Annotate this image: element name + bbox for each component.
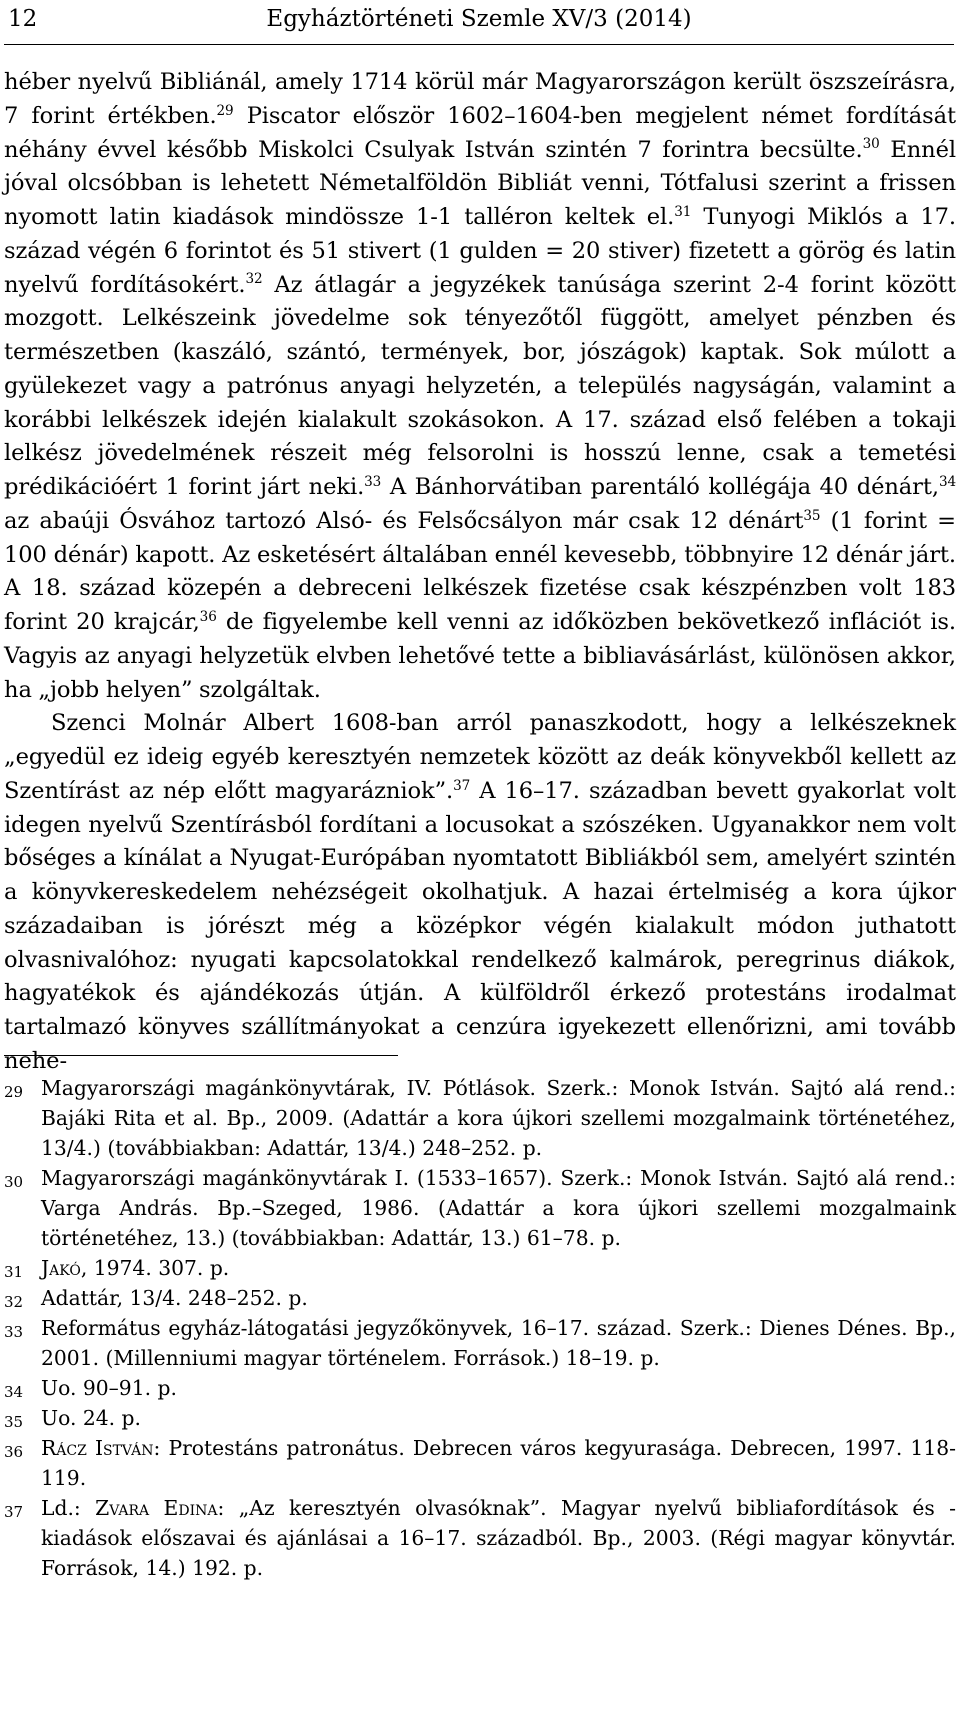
- footnote-text: : „Az keresztyén olvasóknak”. Magyar nyelvű bibliafordítások és -kiadások előszavai és ajánlásai a 16–17. századból. Bp., 2003. (Régi magyar könyvtár. Források, 14.) 192. p.: [41, 1496, 956, 1580]
- footnote-text: Magyarországi magánkönyvtárak, IV. Pótlások. Szerk.: Monok István. Sajtó alá rend.: Bajáki Rita et al. Bp., 2009. (Adattár a kora újkori szellemi mozgalmaink történetéhez, 13/4.) (továbbiakban: Adattár, 13/4.) 248–252. p.: [41, 1076, 956, 1160]
- footnote-35: [4, 1403, 956, 1433]
- footnote-33: [4, 1313, 956, 1373]
- footnote-author: Jakó: [41, 1256, 81, 1280]
- journal-title: Egyháztörténeti Szemle XV/3 (2014): [266, 6, 692, 32]
- footnote-text: Uo. 24. p.: [41, 1406, 141, 1430]
- text-run: de figyelembe kell venni az időközben bekövetkező inflációt is. Vagyis az anyagi helyzetük elvben lehetővé tette a bibliavásárlást, különösen akkor, ha „jobb helyen” szolgáltak.: [4, 609, 956, 703]
- text-run: Piscator először 1602–1604-ben megjelent német fordítását néhány évvel később Miskolci Csulyak István szintén 7 forintra becsülte.: [4, 102, 956, 163]
- footnote-number: 33: [4, 1323, 24, 1341]
- footnote-ref-33[interactable]: 33: [364, 473, 382, 490]
- footnote-37: [4, 1493, 956, 1583]
- main-text: [4, 66, 956, 1079]
- footnote-32: [4, 1283, 956, 1313]
- text-run: Szenci Molnár Albert 1608-ban arról panaszkodott, hogy a lelkészeknek „egyedül ez ideig egyéb keresztyén nemzetek között az deák könyvekből kellett az Szentírást az nép előtt magyarázniok”.: [4, 710, 956, 804]
- text-run: A Bánhorvátiban parentáló kollégája 40 dénárt,: [381, 474, 939, 500]
- text-run: az abaúji Ósvához tartozó Alsó- és Felsőcsályon már csak 12 dénárt: [4, 507, 804, 534]
- footnote-ref-36[interactable]: 36: [199, 608, 217, 625]
- footnote-number: 37: [4, 1503, 24, 1521]
- paragraph-1: [4, 66, 956, 707]
- text-run: A 16–17. században bevett gyakorlat volt idegen nyelvű Szentírásból fordítani a locusokat a szószéken. Ugyanakkor nem volt bőséges a kínálat a Nyugat-Európában nyomtatott Bibliákból sem, amelyért szintén a könyvkereskedelem nehézségeit okolhatjuk. A hazai értelmiség a kora újkor századaiban is jórészt még a középkor végén kialakult módon juthatott olvasnivalóhoz: nyugati kapcsolatokkal rendelkező kalmárok, peregrinus diákok, hagyatékok és ajándékozás útján. A külföldről érkező protestáns irodalmat tartalmazó könyves szállítmányokat a cenzúra igyekezett ellenőrizni, ami tovább nehe-: [4, 777, 956, 1074]
- footnote-separator: [4, 1055, 398, 1056]
- footnote-number: 35: [4, 1413, 24, 1431]
- footnote-number: 31: [4, 1263, 24, 1281]
- footnote-number: 36: [4, 1443, 24, 1461]
- footnote-31: [4, 1253, 956, 1283]
- text-run: (1 forint = 100 dénár) kapott. Az esketésért általában ennél kevesebb, többnyire 12 dénár járt. A 18. század közepén a debreceni lelkészek fizetése csak készpénzben volt 183 forint 20 krajcár,: [4, 507, 956, 635]
- paragraph-2: [4, 707, 956, 1078]
- footnote-text: Magyarországi magánkönyvtárak I. (1533–1657). Szerk.: Monok István. Sajtó alá rend.: Varga András. Bp.–Szeged, 1986. (Adattár a kora újkori szellemi mozgalmaink történetéhez, 13.) (továbbiakban: Adattár, 13.) 61–78. p.: [41, 1166, 956, 1250]
- footnote-text: Uo. 90–91. p.: [41, 1376, 177, 1400]
- footnote-ref-31[interactable]: 31: [674, 203, 692, 220]
- footnote-ref-35[interactable]: 35: [803, 507, 821, 524]
- text-run: héber nyelvű Bibliánál, amely 1714 körül már Magyarországon került öszszeírásra, 7 forint értékben.: [4, 69, 956, 129]
- footnote-number: 34: [4, 1383, 24, 1401]
- footnote-36: [4, 1433, 956, 1493]
- page-number: 12: [8, 6, 38, 32]
- text-run: Ennél jóval olcsóbban is lehetett Németalföldön Bibliát venni, Tótfalusi szerint a frissen nyomott latin kiadások mindössze 1-1 talléron keltek el.: [4, 136, 956, 230]
- footnote-text: Református egyház-látogatási jegyzőkönyvek, 16–17. század. Szerk.: Dienes Dénes. Bp., 2001. (Millenniumi magyar történelem. Források.) 18–19. p.: [41, 1316, 956, 1370]
- footnote-number: 32: [4, 1293, 24, 1311]
- footnote-author: Zvara Edina: [95, 1496, 218, 1520]
- footnote-ref-34[interactable]: 34: [938, 473, 956, 490]
- footnote-text: Adattár, 13/4. 248–252. p.: [41, 1286, 308, 1310]
- footnote-number: 30: [4, 1173, 24, 1191]
- running-header: [4, 0, 954, 45]
- footnote-prefix: Ld.:: [41, 1496, 96, 1520]
- footnote-number: 29: [4, 1083, 24, 1101]
- footnotes: [4, 1073, 956, 1583]
- footnote-text: : Protestáns patronátus. Debrecen város kegyurasága. Debrecen, 1997. 118-119.: [41, 1436, 956, 1490]
- footnote-ref-30[interactable]: 30: [862, 136, 880, 153]
- footnote-ref-37[interactable]: 37: [453, 777, 471, 794]
- footnote-ref-32[interactable]: 32: [245, 271, 263, 288]
- footnote-ref-29[interactable]: 29: [216, 102, 234, 119]
- text-run: Az átlagár a jegyzékek tanúsága szerint 2-4 forint között mozgott. Lelkészeink jövedelme sok tényezőtől függött, amelyet pénzben és természetben (kaszáló, szántó, termények, bor, jószágok) kaptak. Sok múlott a gyülekezet vagy a patrónus anyagi helyzetén, a település nagyságán, valamint a korábbi lelkészek idején kialakult szokásokon. A 17. század első felében a tokaji lelkész jövedelmének részeit még felsorolni is hosszú lenne, csak a temetési prédikációért 1 forint járt neki.: [4, 271, 957, 500]
- text-run: Tunyogi Miklós a 17. század végén 6 forintot és 51 stivert (1 gulden = 20 stiver) fizetett a görög és latin nyelvű fordításokért.: [4, 204, 956, 298]
- footnote-29: [4, 1073, 956, 1163]
- footnote-author: Rácz István: [41, 1436, 154, 1460]
- footnote-30: [4, 1163, 956, 1253]
- footnote-text: , 1974. 307. p.: [80, 1256, 230, 1280]
- footnote-34: [4, 1373, 956, 1403]
